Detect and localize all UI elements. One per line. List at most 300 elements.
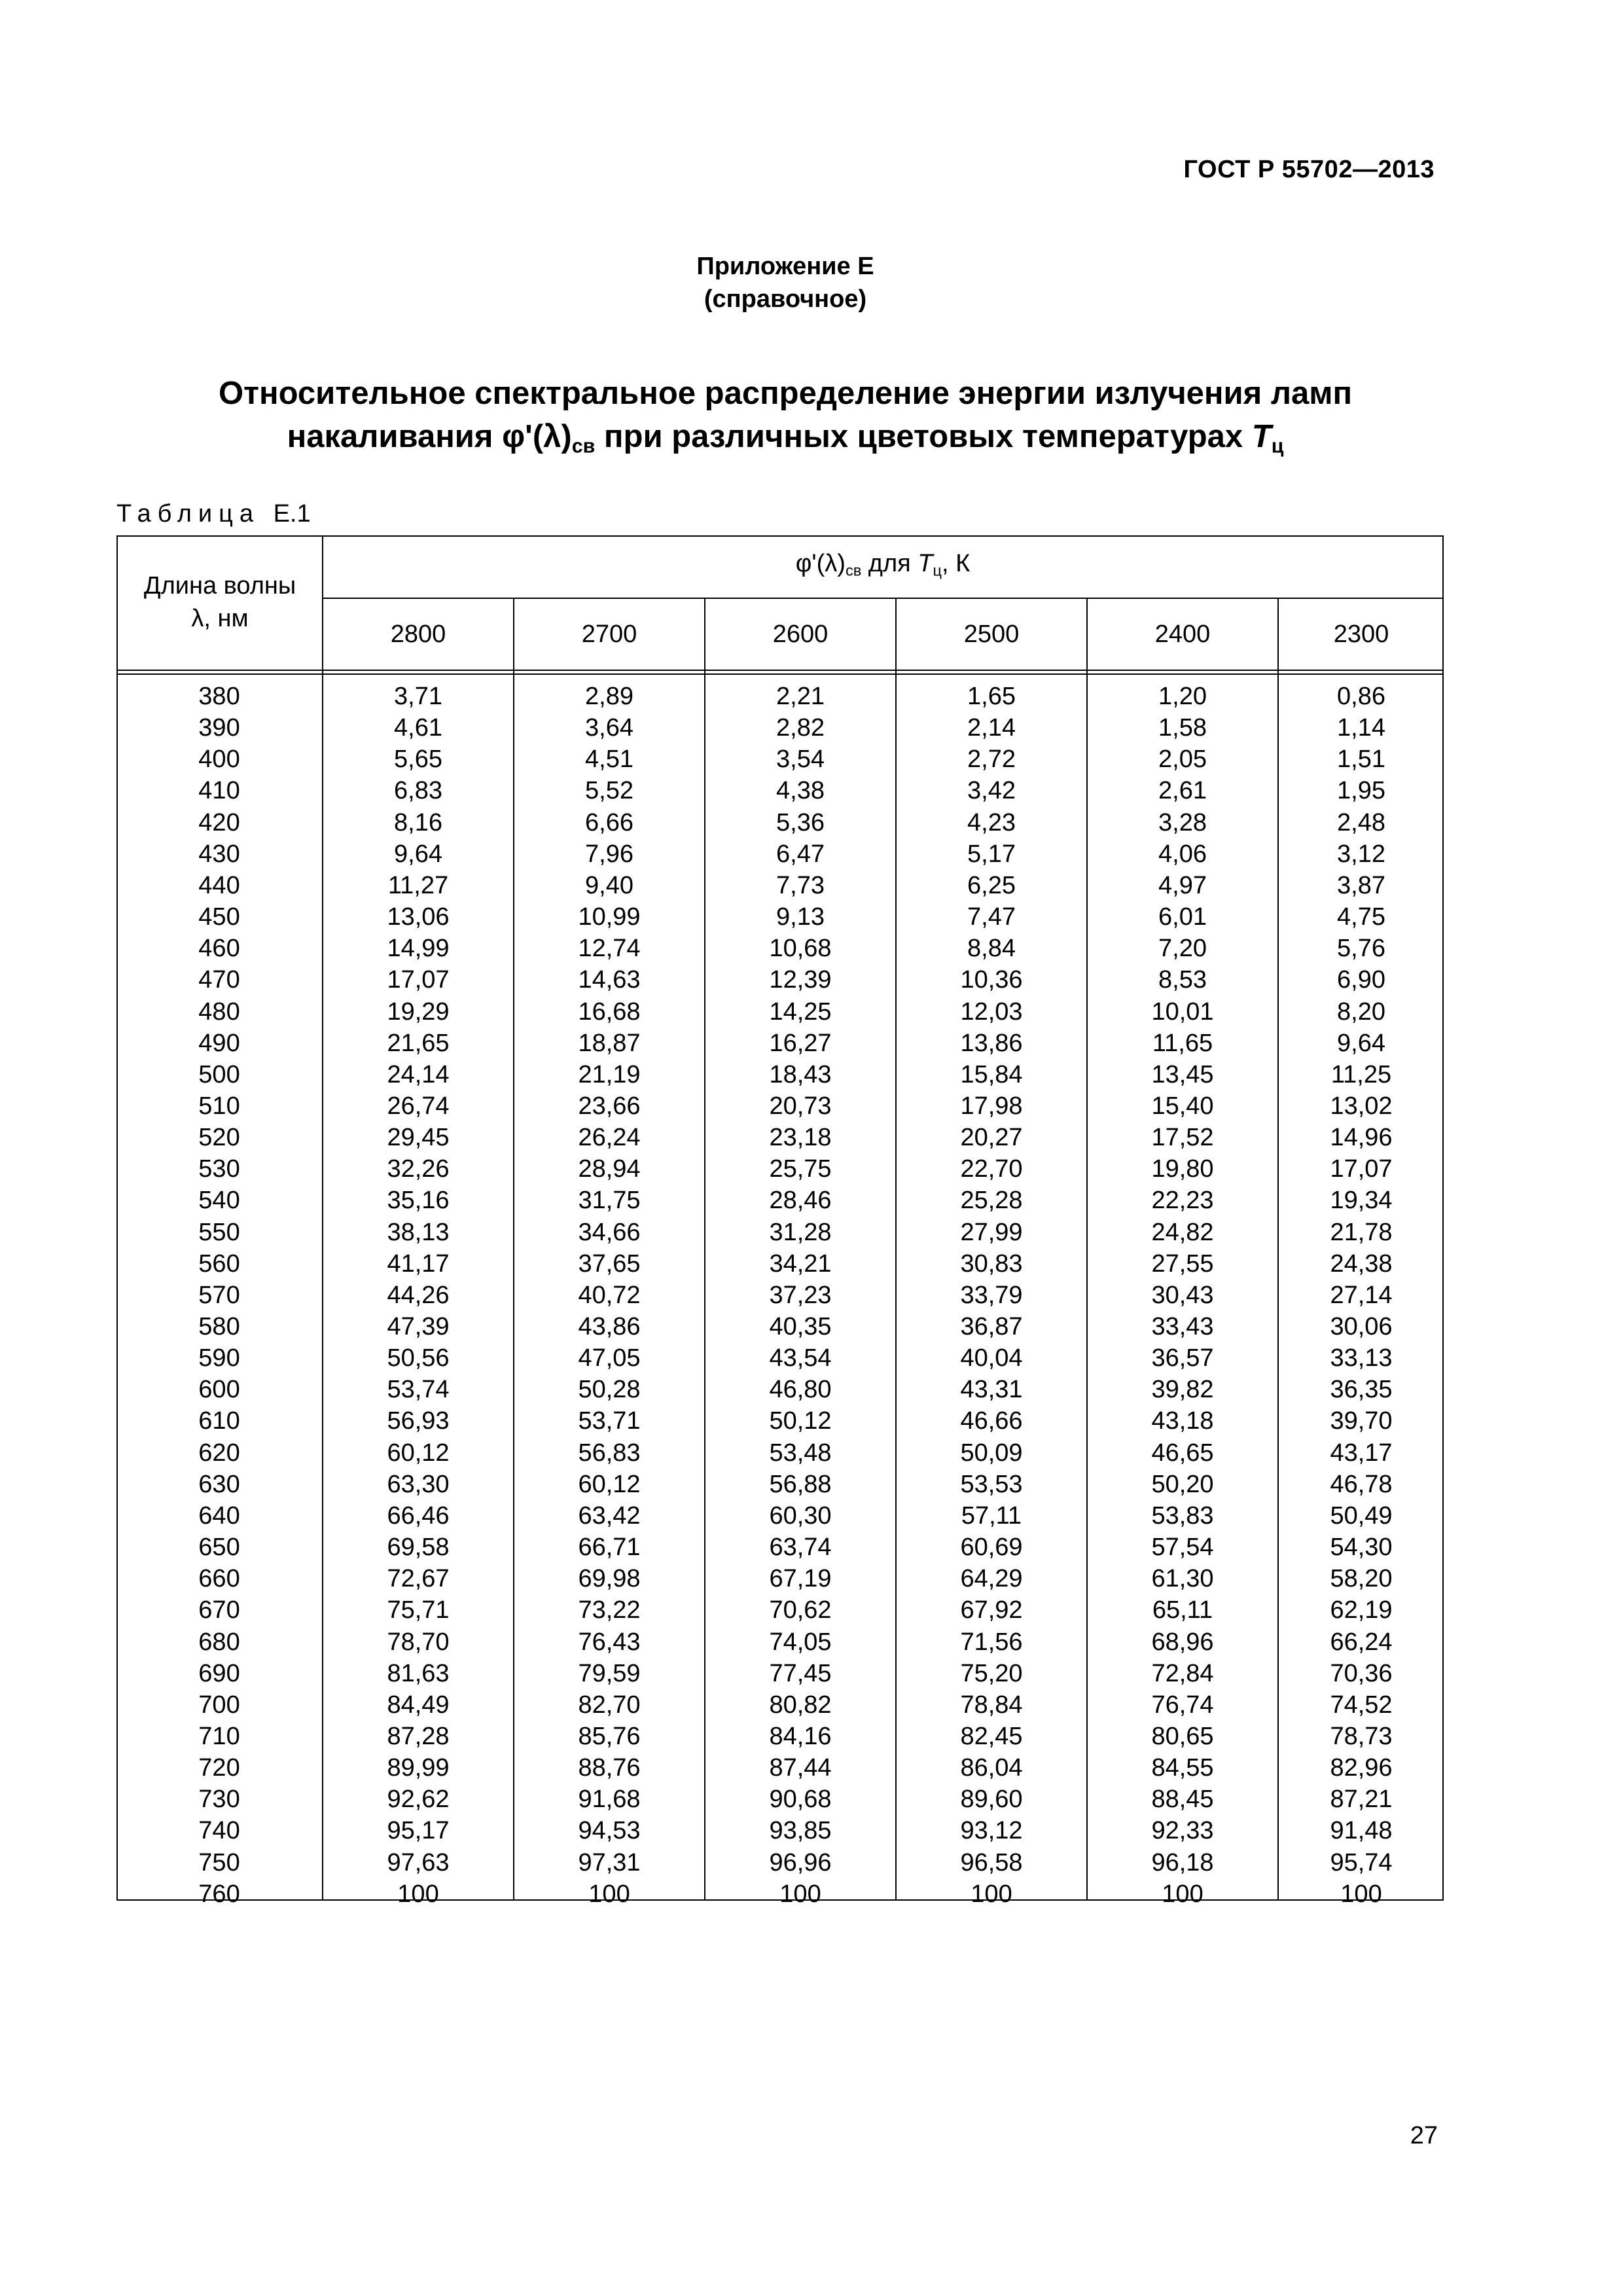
value-cell: 5,52 — [585, 777, 633, 805]
value-cell: 33,13 — [1330, 1344, 1393, 1372]
value-cell: 10,99 — [578, 903, 641, 931]
wavelength-cell: 380 — [198, 683, 240, 710]
value-cell: 30,06 — [1330, 1313, 1393, 1340]
value-cell: 14,99 — [387, 935, 450, 963]
group-header-text: для — [861, 550, 918, 577]
wavelength-cell: 640 — [198, 1501, 240, 1530]
value-cell: 10,68 — [769, 935, 832, 963]
wavelength-header — [118, 569, 322, 635]
value-cell: 18,43 — [769, 1060, 832, 1088]
value-cell: 6,01 — [1158, 903, 1207, 931]
value-cell: 3,12 — [1337, 840, 1385, 868]
value-cell: 67,92 — [960, 1596, 1023, 1624]
value-cell: 84,49 — [387, 1691, 450, 1719]
value-cell: 93,85 — [769, 1817, 832, 1845]
value-cell: 65,11 — [1152, 1596, 1213, 1624]
wavelength-cell: 460 — [198, 935, 240, 963]
value-cell: 77,45 — [769, 1659, 832, 1687]
value-cell: 3,71 — [394, 683, 442, 710]
value-cell: 7,20 — [1158, 935, 1207, 963]
value-cell: 93,12 — [960, 1817, 1023, 1845]
value-cell: 31,75 — [578, 1187, 641, 1215]
value-cell: 91,48 — [1330, 1817, 1393, 1845]
title-variable: T — [1251, 419, 1272, 454]
value-cell: 24,38 — [1330, 1249, 1393, 1278]
value-cell: 28,94 — [578, 1155, 641, 1183]
value-cell: 4,51 — [585, 745, 633, 774]
value-cell: 94,53 — [578, 1817, 641, 1845]
wavelength-cell: 480 — [198, 997, 240, 1026]
value-cell: 37,65 — [578, 1249, 641, 1278]
value-cell: 8,84 — [967, 935, 1016, 963]
wavelength-cell: 570 — [198, 1281, 240, 1309]
value-cell: 43,31 — [960, 1376, 1023, 1404]
wavelength-cell: 630 — [198, 1470, 240, 1498]
wavelength-cell: 670 — [198, 1596, 240, 1624]
value-cell: 3,54 — [776, 745, 825, 774]
value-cell: 75,20 — [960, 1659, 1023, 1687]
value-cell: 66,71 — [578, 1534, 641, 1562]
value-cell: 90,68 — [769, 1785, 832, 1814]
value-cell: 4,23 — [967, 808, 1016, 836]
value-cell: 33,79 — [960, 1281, 1023, 1309]
value-cell: 95,74 — [1330, 1848, 1393, 1876]
value-cell: 36,35 — [1330, 1376, 1393, 1404]
value-cell: 3,87 — [1337, 871, 1385, 899]
value-cell: 91,68 — [578, 1785, 641, 1814]
value-cell: 76,74 — [1151, 1691, 1214, 1719]
value-cell: 46,78 — [1330, 1470, 1393, 1498]
value-cell: 6,66 — [585, 808, 633, 836]
value-cell: 33,43 — [1151, 1313, 1214, 1340]
column-header-1: 2700 — [581, 620, 637, 648]
value-cell: 17,52 — [1151, 1124, 1214, 1152]
value-cell: 4,38 — [776, 777, 825, 805]
value-cell: 84,55 — [1151, 1754, 1214, 1782]
value-cell: 50,28 — [578, 1376, 641, 1404]
value-cell: 4,97 — [1158, 871, 1207, 899]
value-cell: 1,20 — [1158, 683, 1207, 710]
value-cell: 2,61 — [1158, 777, 1207, 805]
wavelength-cell: 580 — [198, 1313, 240, 1340]
value-cell: 5,65 — [394, 745, 442, 774]
wavelength-cell: 520 — [198, 1124, 240, 1152]
value-cell: 13,45 — [1151, 1060, 1214, 1088]
value-cell: 68,96 — [1151, 1628, 1214, 1656]
value-cell: 85,76 — [578, 1722, 641, 1750]
wavelength-cell: 500 — [198, 1060, 240, 1088]
value-cell: 7,96 — [585, 840, 633, 868]
value-cell: 44,26 — [387, 1281, 450, 1309]
value-cell: 4,75 — [1337, 903, 1385, 931]
value-cell: 87,28 — [387, 1722, 450, 1750]
value-cell: 29,45 — [387, 1124, 450, 1152]
value-cell: 31,28 — [769, 1218, 832, 1246]
value-cell: 12,39 — [769, 966, 832, 994]
value-cell: 34,66 — [578, 1218, 641, 1246]
value-cell: 80,82 — [769, 1691, 832, 1719]
value-cell: 78,73 — [1330, 1722, 1393, 1750]
wavelength-cell: 410 — [198, 777, 240, 805]
value-cell: 70,62 — [769, 1596, 832, 1624]
wavelength-cell: 450 — [198, 903, 240, 931]
value-cell: 17,98 — [960, 1092, 1023, 1120]
value-cell: 15,40 — [1151, 1092, 1214, 1120]
value-cell: 80,65 — [1151, 1722, 1214, 1750]
value-cell: 87,21 — [1330, 1785, 1393, 1814]
value-cell: 78,70 — [387, 1628, 450, 1656]
table-caption-number: Е.1 — [273, 500, 311, 528]
value-cell: 92,62 — [387, 1785, 450, 1814]
value-cell: 100 — [779, 1880, 821, 1908]
page-number: 27 — [1410, 2122, 1438, 2149]
value-cell: 2,05 — [1158, 745, 1207, 774]
value-cell: 6,83 — [394, 777, 442, 805]
value-cell: 76,43 — [578, 1628, 641, 1656]
group-header-text: , К — [942, 550, 971, 577]
value-cell: 39,82 — [1151, 1376, 1214, 1404]
value-cell: 81,63 — [387, 1659, 450, 1687]
document-title-line2 — [0, 415, 1571, 468]
column-header-2: 2600 — [772, 620, 829, 648]
value-cell: 100 — [397, 1880, 439, 1908]
value-cell: 70,36 — [1330, 1659, 1393, 1687]
column-header-3: 2500 — [963, 620, 1020, 648]
value-cell: 26,24 — [578, 1124, 641, 1152]
value-cell: 88,45 — [1151, 1785, 1214, 1814]
value-cell: 69,98 — [578, 1565, 641, 1593]
value-cell: 57,54 — [1151, 1534, 1214, 1562]
value-cell: 9,40 — [585, 871, 633, 899]
value-cell: 71,56 — [960, 1628, 1023, 1656]
value-cell: 53,74 — [387, 1376, 450, 1404]
value-cell: 43,54 — [769, 1344, 832, 1372]
wavelength-cell: 760 — [198, 1880, 240, 1908]
value-cell: 56,88 — [769, 1470, 832, 1498]
wavelength-cell: 400 — [198, 745, 240, 774]
value-cell: 0,86 — [1337, 683, 1385, 710]
value-cell: 72,84 — [1151, 1659, 1214, 1687]
value-cell: 100 — [971, 1880, 1012, 1908]
value-cell: 47,39 — [387, 1313, 450, 1340]
value-cell: 10,36 — [960, 966, 1023, 994]
value-cell: 30,83 — [960, 1249, 1023, 1278]
value-cell: 11,25 — [1330, 1060, 1392, 1088]
value-cell: 28,46 — [769, 1187, 832, 1215]
value-cell: 43,18 — [1151, 1407, 1214, 1435]
value-cell: 1,95 — [1337, 777, 1385, 805]
value-cell: 69,58 — [387, 1534, 450, 1562]
value-cell: 2,48 — [1337, 808, 1385, 836]
value-cell: 95,17 — [387, 1817, 450, 1845]
value-cell: 84,16 — [769, 1722, 832, 1750]
value-cell: 2,82 — [776, 714, 825, 742]
wavelength-cell: 530 — [198, 1155, 240, 1183]
value-cell: 9,13 — [776, 903, 825, 931]
value-cell: 21,19 — [578, 1060, 641, 1088]
value-cell: 14,63 — [578, 966, 641, 994]
value-cell: 3,64 — [585, 714, 633, 742]
value-cell: 63,74 — [769, 1534, 832, 1562]
wavelength-cell: 550 — [198, 1218, 240, 1246]
wavelength-cell: 660 — [198, 1565, 240, 1593]
value-cell: 40,04 — [960, 1344, 1023, 1372]
value-cell: 24,82 — [1151, 1218, 1214, 1246]
value-cell: 6,90 — [1337, 966, 1385, 994]
header-bottom-rule — [118, 673, 1442, 675]
value-cell: 13,06 — [387, 903, 450, 931]
value-cell: 20,27 — [960, 1124, 1023, 1152]
value-cell: 27,55 — [1151, 1249, 1214, 1278]
value-cell: 2,14 — [967, 714, 1016, 742]
value-cell: 97,31 — [578, 1848, 641, 1876]
value-cell: 66,46 — [387, 1501, 450, 1530]
value-cell: 1,14 — [1337, 714, 1385, 742]
value-cell: 3,42 — [967, 777, 1016, 805]
value-cell: 53,71 — [578, 1407, 641, 1435]
value-cell: 6,25 — [967, 871, 1016, 899]
value-cell: 96,18 — [1151, 1848, 1214, 1876]
title-text: при различных цветовых температурах — [595, 419, 1252, 454]
title-subscript: св — [571, 435, 596, 457]
wavelength-cell: 430 — [198, 840, 240, 868]
group-header-variable-subscript: ц — [933, 562, 942, 579]
value-cell: 50,12 — [769, 1407, 832, 1435]
value-cell: 67,19 — [769, 1565, 832, 1593]
value-cell: 21,78 — [1330, 1218, 1393, 1246]
value-cell: 60,12 — [578, 1470, 641, 1498]
wavelength-cell: 710 — [198, 1722, 240, 1750]
value-cell: 5,76 — [1337, 935, 1385, 963]
value-cell: 56,93 — [387, 1407, 450, 1435]
value-cell: 22,23 — [1151, 1187, 1214, 1215]
value-cell: 27,99 — [960, 1218, 1023, 1246]
value-cell: 27,14 — [1330, 1281, 1393, 1309]
value-cell: 36,87 — [960, 1313, 1023, 1340]
value-cell: 17,07 — [387, 966, 450, 994]
group-header-variable: T — [918, 550, 933, 577]
column-header-5: 2300 — [1333, 620, 1389, 648]
wavelength-cell: 690 — [198, 1659, 240, 1687]
value-cell: 72,67 — [387, 1565, 450, 1593]
value-cell: 40,72 — [578, 1281, 641, 1309]
wavelength-cell: 610 — [198, 1407, 240, 1435]
value-cell: 6,47 — [776, 840, 825, 868]
wavelength-cell: 750 — [198, 1848, 240, 1876]
value-cell: 53,53 — [960, 1470, 1023, 1498]
value-cell: 66,24 — [1330, 1628, 1393, 1656]
appendix-label: Приложение Е — [696, 253, 874, 280]
value-cell: 9,64 — [394, 840, 442, 868]
wavelength-cell: 440 — [198, 871, 240, 899]
value-cell: 60,30 — [769, 1501, 832, 1530]
value-cell: 1,65 — [967, 683, 1016, 710]
value-cell: 1,51 — [1337, 745, 1385, 774]
value-cell: 96,96 — [769, 1848, 832, 1876]
value-cell: 50,09 — [960, 1439, 1023, 1467]
value-cell: 41,17 — [387, 1249, 450, 1278]
value-cell: 96,58 — [960, 1848, 1023, 1876]
value-cell: 12,03 — [960, 997, 1023, 1026]
value-cell: 47,05 — [578, 1344, 641, 1372]
value-cell: 2,21 — [776, 683, 825, 710]
value-cell: 53,83 — [1151, 1501, 1214, 1530]
value-cell: 39,70 — [1330, 1407, 1393, 1435]
value-cell: 23,66 — [578, 1092, 641, 1120]
wavelength-cell: 560 — [198, 1249, 240, 1278]
value-cell: 13,02 — [1330, 1092, 1393, 1120]
value-cell: 1,58 — [1158, 714, 1207, 742]
document-title-line1: Относительное спектральное распределение энергии излучения ламп — [218, 376, 1353, 411]
value-cell: 34,21 — [769, 1249, 832, 1278]
value-cell: 9,64 — [1337, 1029, 1385, 1057]
value-cell: 4,06 — [1158, 840, 1207, 868]
column-header-0: 2800 — [390, 620, 446, 648]
group-header-text: φ'(λ) — [795, 550, 846, 577]
value-cell: 3,28 — [1158, 808, 1207, 836]
wavelength-cell: 650 — [198, 1534, 240, 1562]
value-cell: 12,74 — [578, 935, 641, 963]
value-cell: 75,71 — [387, 1596, 450, 1624]
value-cell: 100 — [588, 1880, 630, 1908]
value-cell: 82,70 — [578, 1691, 641, 1719]
header-divider — [322, 598, 1442, 599]
group-header-subscript: св — [845, 562, 862, 579]
table-caption — [116, 500, 311, 528]
value-cell: 43,17 — [1330, 1439, 1393, 1467]
value-cell: 14,25 — [769, 997, 832, 1026]
value-cell: 62,19 — [1330, 1596, 1393, 1624]
value-cell: 63,42 — [578, 1501, 641, 1530]
wavelength-cell: 740 — [198, 1817, 240, 1845]
value-cell: 35,16 — [387, 1187, 450, 1215]
value-cell: 46,65 — [1151, 1439, 1214, 1467]
appendix-type: (справочное) — [704, 285, 867, 313]
value-cell: 37,23 — [769, 1281, 832, 1309]
value-cell: 89,60 — [960, 1785, 1023, 1814]
wavelength-cell: 600 — [198, 1376, 240, 1404]
value-cell: 58,20 — [1330, 1565, 1393, 1593]
value-cell: 19,34 — [1330, 1187, 1393, 1215]
value-cell: 25,28 — [960, 1187, 1023, 1215]
group-header — [322, 547, 1444, 587]
wavelength-cell: 720 — [198, 1754, 240, 1782]
wavelength-cell: 540 — [198, 1187, 240, 1215]
value-cell: 8,20 — [1337, 997, 1385, 1026]
value-cell: 50,49 — [1330, 1501, 1393, 1530]
value-cell: 7,73 — [776, 871, 825, 899]
value-cell: 19,29 — [387, 997, 450, 1026]
value-cell: 2,89 — [585, 683, 633, 710]
wavelength-header-line2: λ, нм — [191, 605, 249, 632]
value-cell: 11,27 — [387, 871, 449, 899]
wavelength-cell: 620 — [198, 1439, 240, 1467]
value-cell: 26,74 — [387, 1092, 450, 1120]
standard-number: ГОСТ Р 55702—2013 — [1183, 156, 1435, 183]
value-cell: 86,04 — [960, 1754, 1023, 1782]
value-cell: 92,33 — [1151, 1817, 1214, 1845]
wavelength-cell: 680 — [198, 1628, 240, 1656]
value-cell: 46,80 — [769, 1376, 832, 1404]
value-cell: 63,30 — [387, 1470, 450, 1498]
wavelength-cell: 590 — [198, 1344, 240, 1372]
value-cell: 16,68 — [578, 997, 641, 1026]
wavelength-cell: 730 — [198, 1785, 240, 1814]
wavelength-cell: 490 — [198, 1029, 240, 1057]
value-cell: 61,30 — [1151, 1565, 1214, 1593]
value-cell: 60,12 — [387, 1439, 450, 1467]
value-cell: 19,80 — [1151, 1155, 1214, 1183]
value-cell: 53,48 — [769, 1439, 832, 1467]
value-cell: 7,47 — [967, 903, 1016, 931]
value-cell: 56,83 — [578, 1439, 641, 1467]
value-cell: 24,14 — [387, 1060, 450, 1088]
value-cell: 16,27 — [769, 1029, 832, 1057]
value-cell: 17,07 — [1330, 1155, 1393, 1183]
value-cell: 43,86 — [578, 1313, 641, 1340]
value-cell: 5,17 — [967, 840, 1016, 868]
value-cell: 21,65 — [387, 1029, 450, 1057]
value-cell: 57,11 — [961, 1501, 1022, 1530]
value-cell: 78,84 — [960, 1691, 1023, 1719]
value-cell: 50,20 — [1151, 1470, 1214, 1498]
value-cell: 100 — [1162, 1880, 1204, 1908]
value-cell: 32,26 — [387, 1155, 450, 1183]
value-cell: 36,57 — [1151, 1344, 1214, 1372]
value-cell: 8,16 — [394, 808, 442, 836]
value-cell: 89,99 — [387, 1754, 450, 1782]
value-cell: 46,66 — [960, 1407, 1023, 1435]
value-cell: 13,86 — [960, 1029, 1023, 1057]
value-cell: 11,65 — [1152, 1029, 1213, 1057]
value-cell: 8,53 — [1158, 966, 1207, 994]
wavelength-cell: 420 — [198, 808, 240, 836]
value-cell: 97,63 — [387, 1848, 450, 1876]
value-cell: 23,18 — [769, 1124, 832, 1152]
value-cell: 14,96 — [1330, 1124, 1393, 1152]
wavelength-cell: 700 — [198, 1691, 240, 1719]
value-cell: 54,30 — [1330, 1534, 1393, 1562]
value-cell: 18,87 — [578, 1029, 641, 1057]
value-cell: 4,61 — [394, 714, 442, 742]
column-header-4: 2400 — [1154, 620, 1211, 648]
value-cell: 100 — [1340, 1880, 1382, 1908]
value-cell: 73,22 — [578, 1596, 641, 1624]
value-cell: 82,45 — [960, 1722, 1023, 1750]
value-cell: 87,44 — [769, 1754, 832, 1782]
value-cell: 40,35 — [769, 1313, 832, 1340]
value-cell: 5,36 — [776, 808, 825, 836]
value-cell: 15,84 — [960, 1060, 1023, 1088]
value-cell: 79,59 — [578, 1659, 641, 1687]
value-cell: 64,29 — [960, 1565, 1023, 1593]
title-variable-subscript: ц — [1271, 435, 1284, 457]
value-cell: 74,52 — [1330, 1691, 1393, 1719]
wavelength-cell: 390 — [198, 714, 240, 742]
value-cell: 20,73 — [769, 1092, 832, 1120]
value-cell: 10,01 — [1151, 997, 1214, 1026]
title-text: накаливания φ'(λ) — [287, 419, 572, 454]
wavelength-cell: 470 — [198, 966, 240, 994]
value-cell: 22,70 — [960, 1155, 1023, 1183]
value-cell: 2,72 — [967, 745, 1016, 774]
value-cell: 38,13 — [387, 1218, 450, 1246]
value-cell: 88,76 — [578, 1754, 641, 1782]
table-caption-word: Таблица — [116, 500, 260, 528]
wavelength-header-line1: Длина волны — [143, 572, 296, 600]
value-cell: 74,05 — [769, 1628, 832, 1656]
header-bottom-rule — [118, 670, 1442, 671]
